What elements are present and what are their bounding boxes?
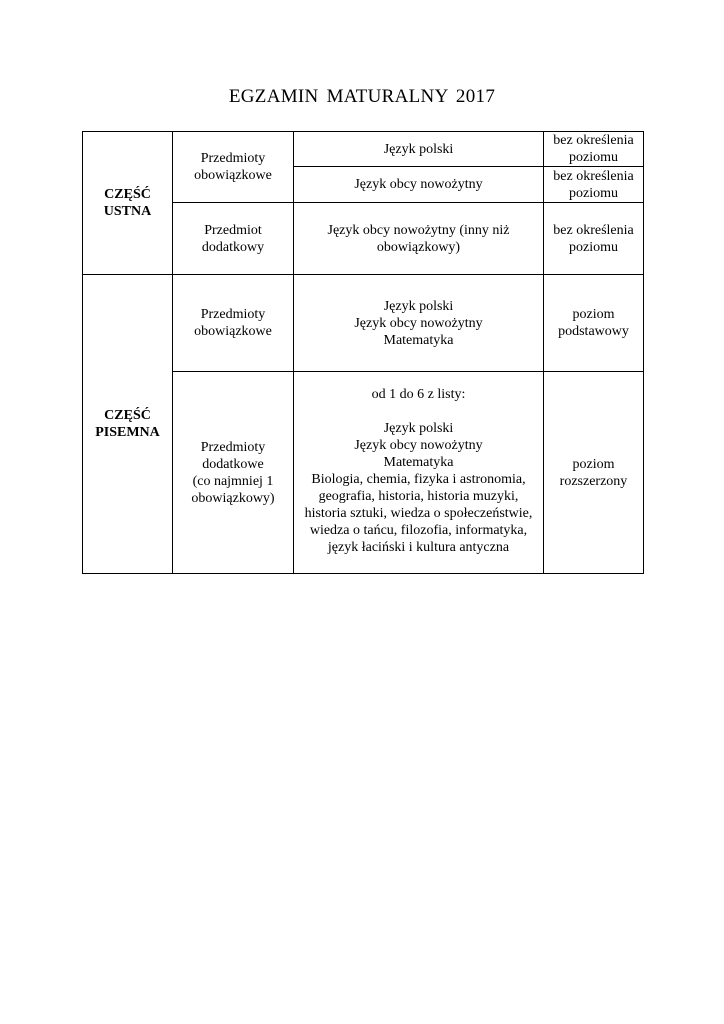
table-row (83, 132, 644, 167)
subject-list-intro: od 1 do 6 z listy: (371, 387, 466, 402)
exam-structure-table (82, 131, 644, 574)
written-additional-subjects (294, 372, 544, 574)
page-title: EGZAMIN MATURALNY 2017 (228, 86, 496, 107)
written-mandatory-level: poziom podstawowy (544, 275, 644, 372)
list-item: geografia, historia, historia muzyki, (318, 489, 519, 504)
oral-additional-subject: Język obcy nowożytny (inny niż obowiązkowy) (294, 203, 544, 275)
oral-part-label: CZĘŚĆ USTNA (83, 132, 173, 275)
written-mandatory-subjects: Język polski Język obcy nowożytny Matematyka (294, 275, 544, 372)
list-item: wiedza o tańcu, filozofia, informatyka, (309, 523, 528, 538)
oral-mandatory-category: Przedmioty obowiązkowe (173, 132, 294, 203)
oral-mandatory-level: bez określenia poziomu (544, 167, 644, 203)
oral-mandatory-subject: Język polski (294, 132, 544, 167)
oral-mandatory-level: bez określenia poziomu (544, 132, 644, 167)
written-additional-category: Przedmioty dodatkowe (co najmniej 1 obowiązkowy) (173, 372, 294, 574)
oral-mandatory-subject: Język obcy nowożytny (294, 167, 544, 203)
list-item: język łaciński i kultura antyczna (327, 540, 510, 555)
list-item: Język obcy nowożytny (354, 438, 483, 453)
written-additional-level: poziom rozszerzony (544, 372, 644, 574)
list-item: Matematyka (383, 455, 454, 470)
written-part-label: CZĘŚĆ PISEMNA (83, 275, 173, 574)
written-mandatory-category: Przedmioty obowiązkowe (173, 275, 294, 372)
list-item: Biologia, chemia, fizyka i astronomia, (311, 472, 526, 487)
oral-additional-category: Przedmiot dodatkowy (173, 203, 294, 275)
oral-additional-level: bez określenia poziomu (544, 203, 644, 275)
list-item: historia sztuki, wiedza o społeczeństwie, (304, 506, 533, 521)
list-item: Język polski (383, 421, 454, 436)
table-row (83, 275, 644, 372)
